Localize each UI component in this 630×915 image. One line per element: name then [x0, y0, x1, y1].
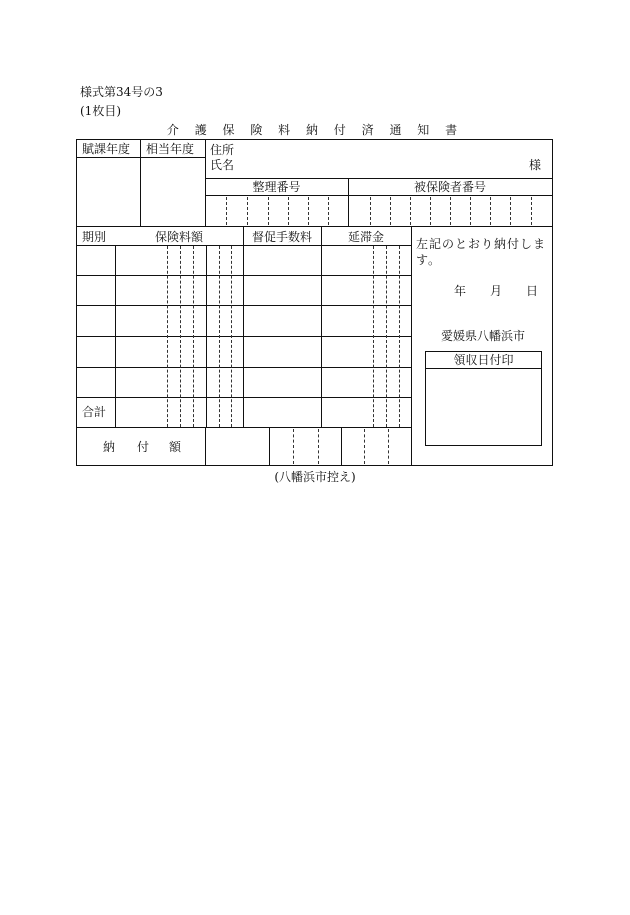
period-label: 期別 — [82, 230, 107, 244]
copy-note: (八幡浜市控え) — [274, 470, 356, 484]
fee-label: 督促手数料 — [251, 230, 312, 244]
reference-number-label: 整理番号 — [252, 180, 301, 194]
payment-statement: 左記のとおり納付します。 — [416, 237, 547, 267]
name-label: 氏名 — [210, 158, 235, 172]
receipt-stamp-label: 領収日付印 — [453, 353, 514, 367]
date-day: 日 — [526, 284, 539, 298]
document-title: 介 護 保 険 料 納 付 済 通 知 書 — [166, 123, 464, 137]
date-month: 月 — [490, 284, 503, 298]
premium-label: 保険料額 — [154, 230, 203, 244]
total-label: 合計 — [82, 405, 107, 419]
applicable-year-label: 相当年度 — [146, 142, 195, 156]
copy-label: (1枚目) — [80, 104, 121, 118]
assessment-year-label: 賦課年度 — [82, 142, 131, 156]
address-label: 住所 — [210, 143, 235, 157]
date-year: 年 — [454, 284, 467, 298]
insured-number-label: 被保険者番号 — [413, 180, 486, 194]
issuer-name: 愛媛県八幡浜市 — [441, 329, 526, 343]
honorific: 様 — [529, 158, 542, 172]
late-fee-label: 延滞金 — [347, 230, 384, 244]
form-number: 様式第34号の3 — [80, 85, 163, 99]
